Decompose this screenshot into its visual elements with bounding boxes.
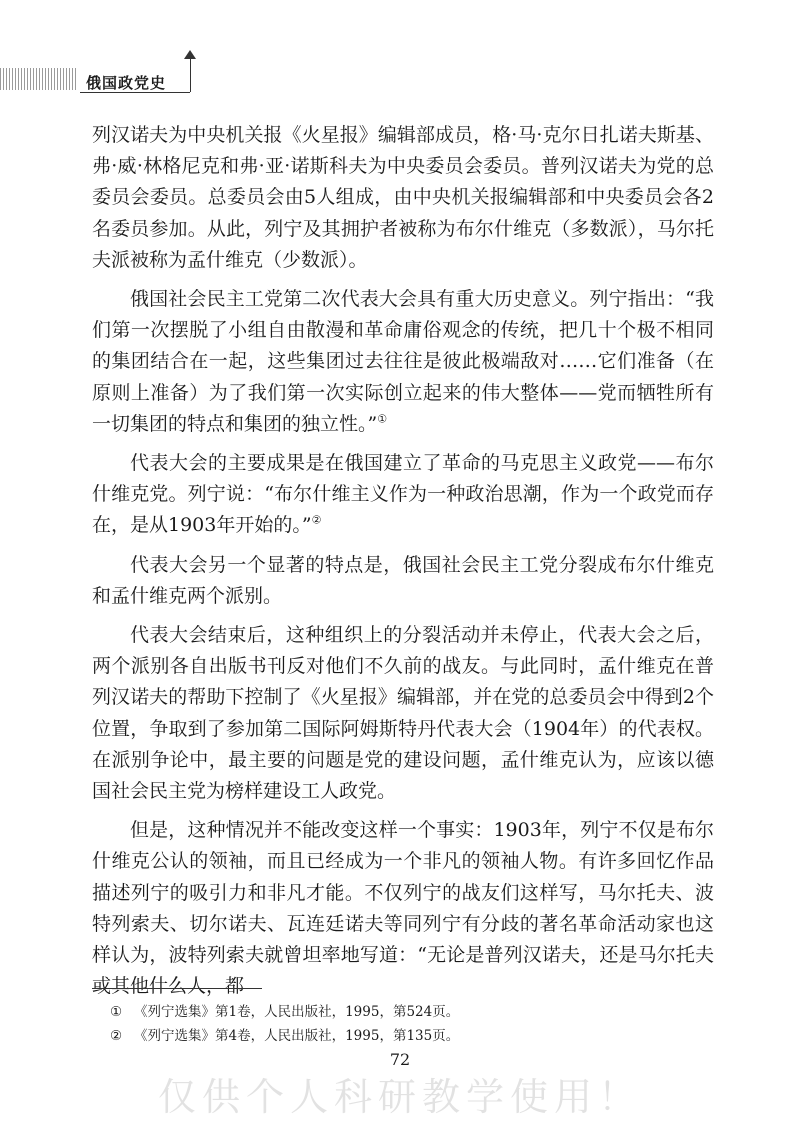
- footnote: ① 《列宁选集》第1卷，人民出版社，1995，第524页。: [110, 1004, 460, 1020]
- footnote: ② 《列宁选集》第4卷，人民出版社，1995，第135页。: [110, 1028, 460, 1044]
- up-arrow-icon: [184, 50, 196, 59]
- paragraph: 代表大会的主要成果是在俄国建立了革命的马克思主义政党——布尔什维克党。列宁说：“布尔什维主义作为一种政治思潮，作为一个政党而存在，是从1903年开始的。”②: [92, 452, 714, 537]
- footnotes: [110, 1000, 459, 1048]
- paragraph: 俄国社会民主工党第二次代表大会具有重大历史意义。列宁指出：“我们第一次摆脱了小组自由散漫和革命庸俗观念的传统，把几十个极不相同的集团结合在一起，这些集团过去往往是彼此极端敌对……它们准备（在原则上准备）为了我们第一次实际创立起来的伟大整体——党而牺牲所有一切集团的特点和集团的独立性。”①: [92, 288, 714, 435]
- footnote-divider: [92, 988, 262, 989]
- header-arrow-stem: [190, 58, 191, 92]
- page-number: 72: [389, 1050, 411, 1069]
- paragraph: 代表大会结束后，这种组织上的分裂活动并未停止，代表大会之后，两个派别各自出版书刊反对他们不久前的战友。与此同时，孟什维克在普列汉诺夫的帮助下控制了《火星报》编辑部，并在党的总委员会中得到2个位置，争取到了参加第二国际阿姆斯特丹代表大会（1904年）的代表权。在派别争论中，最主要的问题是党的建设问题，孟什维克认为，应该以德国社会民主党为榜样建设工人政党。: [92, 624, 714, 803]
- footnote-ref: ②: [311, 514, 322, 528]
- running-header-title: 俄国政党史: [86, 74, 167, 92]
- paragraph: 但是，这种情况并不能改变这样一个事实：1903年，列宁不仅是布尔什维克公认的领袖，而且已经成为一个非凡的领袖人物。有许多回忆作品描述列宁的吸引力和非凡才能。不仅列宁的战友们这样写，马尔托夫、波特列索夫、切尔诺夫、瓦连廷诺夫等同列宁有分歧的著名革命活动家也这样认为，波特列索夫就曾坦率地写道：“无论是普列汉诺夫，还是马尔托夫或其他什么人，都: [92, 819, 714, 998]
- paragraph: 列汉诺夫为中央机关报《火星报》编辑部成员，格·马·克尔日扎诺夫斯基、弗·威·林格尼克和弗·亚·诺斯科夫为中央委员会委员。普列汉诺夫为党的总委员会委员。总委员会由5人组成，由中央机关报编辑部和中央委员会各2名委员参加。从此，列宁及其拥护者被称为布尔什维克（多数派），马尔托夫派被称为孟什维克（少数派）。: [92, 124, 714, 271]
- footnote-ref: ①: [377, 412, 388, 426]
- header-underline: [80, 92, 190, 93]
- header-decoration: [0, 68, 78, 90]
- body-text: [92, 120, 714, 1010]
- watermark: 仅供个人科研教学使用！: [157, 1075, 642, 1119]
- paragraph: 代表大会另一个显著的特点是，俄国社会民主工党分裂成布尔什维克和孟什维克两个派别。: [92, 553, 714, 607]
